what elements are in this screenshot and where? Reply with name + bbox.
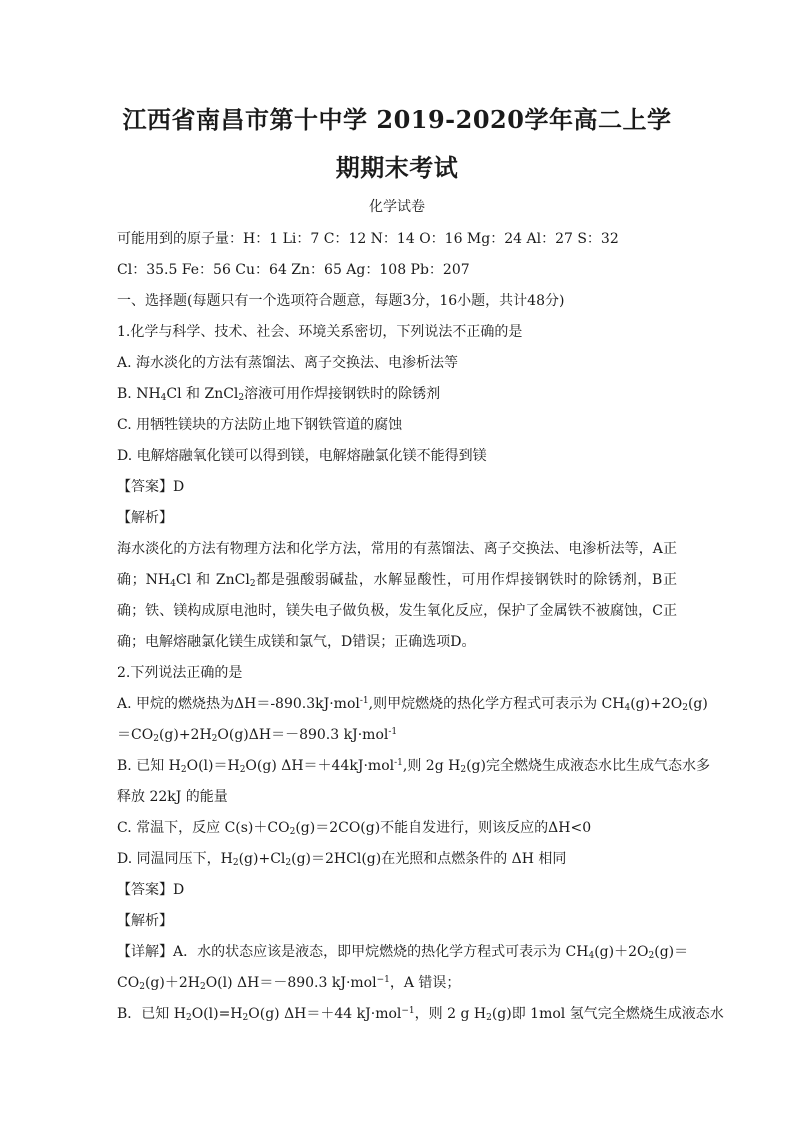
q1-option-a: A. 海水淡化的方法有蒸馏法、离子交换法、电渗析法等 [117,355,459,371]
q1-stem: 1.化学与科学、技术、社会、环境关系密切，下列说法不正确的是 [117,324,523,340]
q2-analysis-label: 【解析】 [117,913,173,929]
atomic-mass-line-1: 可能用到的原子量：H：1 Li：7 C：12 N：14 O：16 Mg：24 Al：27 S：32 [117,231,619,247]
q2-stem: 2.下列说法正确的是 [117,665,243,681]
q1-answer: 【答案】D [117,479,185,495]
q2-option-c: C. 常温下，反应 $C(s)+CO_2(g)=2CO(g)$不能自发进行，则该反应的ΔH<0 [117,820,592,837]
q1-option-d: D. 电解熔融氧化镁可以得到镁，电解熔融氯化镁不能得到镁 [117,448,487,464]
q2-detail-line-2: $CO_2(g)+2H_2O(l)$ ΔH＝－890.3 kJ·mol$^{-1}$，A 错误； [117,975,461,992]
q2-option-b-line-1: B. 已知 $H_2O(l)=H_2O(g)$ ΔH＝＋44kJ·mol$^{-1}$,则 2g $H_2(g)$完全燃烧生成液态水比生成气态水多 [117,758,710,775]
section-heading: 一、选择题(每题只有一个选项符合题意，每题3分，16小题，共计48分) [117,293,565,309]
q2-detail-line-1: 【详解】A．水的状态应该是液态，即甲烷燃烧的热化学方程式可表示为 $CH_4(g)+2O_2(g)=$ [117,944,689,961]
page-subtitle: 化学试卷 [369,199,425,215]
q1-option-c: C. 用牺牲镁块的方法防止地下钢铁管道的腐蚀 [117,417,403,433]
document-page [117,96,724,1030]
q2-option-d: D. 同温同压下，$H_2(g)+Cl_2(g)=2HCl(g)$在光照和点燃条件的 ΔH 相同 [117,851,567,868]
page-title: 江西省南昌市第十中学 2019-2020学年高二上学期期末考试 [122,105,672,182]
q2-answer: 【答案】D [117,882,185,898]
q2-option-a-line-2: $=CO_2(g)+2H_2O(g)\Delta H=-890.3$ kJ·mol$^{-1}$ [117,727,398,744]
q2-detail-line-3: B．已知 $H_2O(l)=H_2O(g)$ ΔH＝＋44 kJ·mol$^{-1}$，则 2 g $H_2(g)$即 1mol 氢气完全燃烧生成液态水 [117,1006,724,1023]
q1-option-b: B. $NH_4Cl$ 和 ZnCl$_2$溶液可用作焊接钢铁时的除锈剂 [117,386,441,403]
q2-option-a-line-1: A. 甲烷的燃烧热为ΔH＝-890.3kJ·mol$^{-1}$,则甲烷燃烧的热化学方程式可表示为 $CH_4(g)+2O_2(g)$ [117,696,708,713]
q1-explanation: 海水淡化的方法有物理方法和化学方法，常用的有蒸馏法、离子交换法、电渗析法等，A正确；$NH_4Cl$ 和 ZnCl$_2$都是强酸弱碱盐，水解显酸性，可用作焊接钢铁时的除锈剂，B正确；铁、镁构成原电池时，镁失电子做负极，发生氧化反应，保护了金属铁不被腐蚀，C正确；电解熔融氯化镁生成镁和氯气，D错误；正确选项D。 [117,541,677,650]
q2-option-b-line-2: 释放 22kJ 的能量 [117,789,228,805]
atomic-mass-line-2: Cl：35.5 Fe：56 Cu：64 Zn：65 Ag：108 Pb：207 [117,262,470,278]
q1-analysis-label: 【解析】 [117,510,173,526]
